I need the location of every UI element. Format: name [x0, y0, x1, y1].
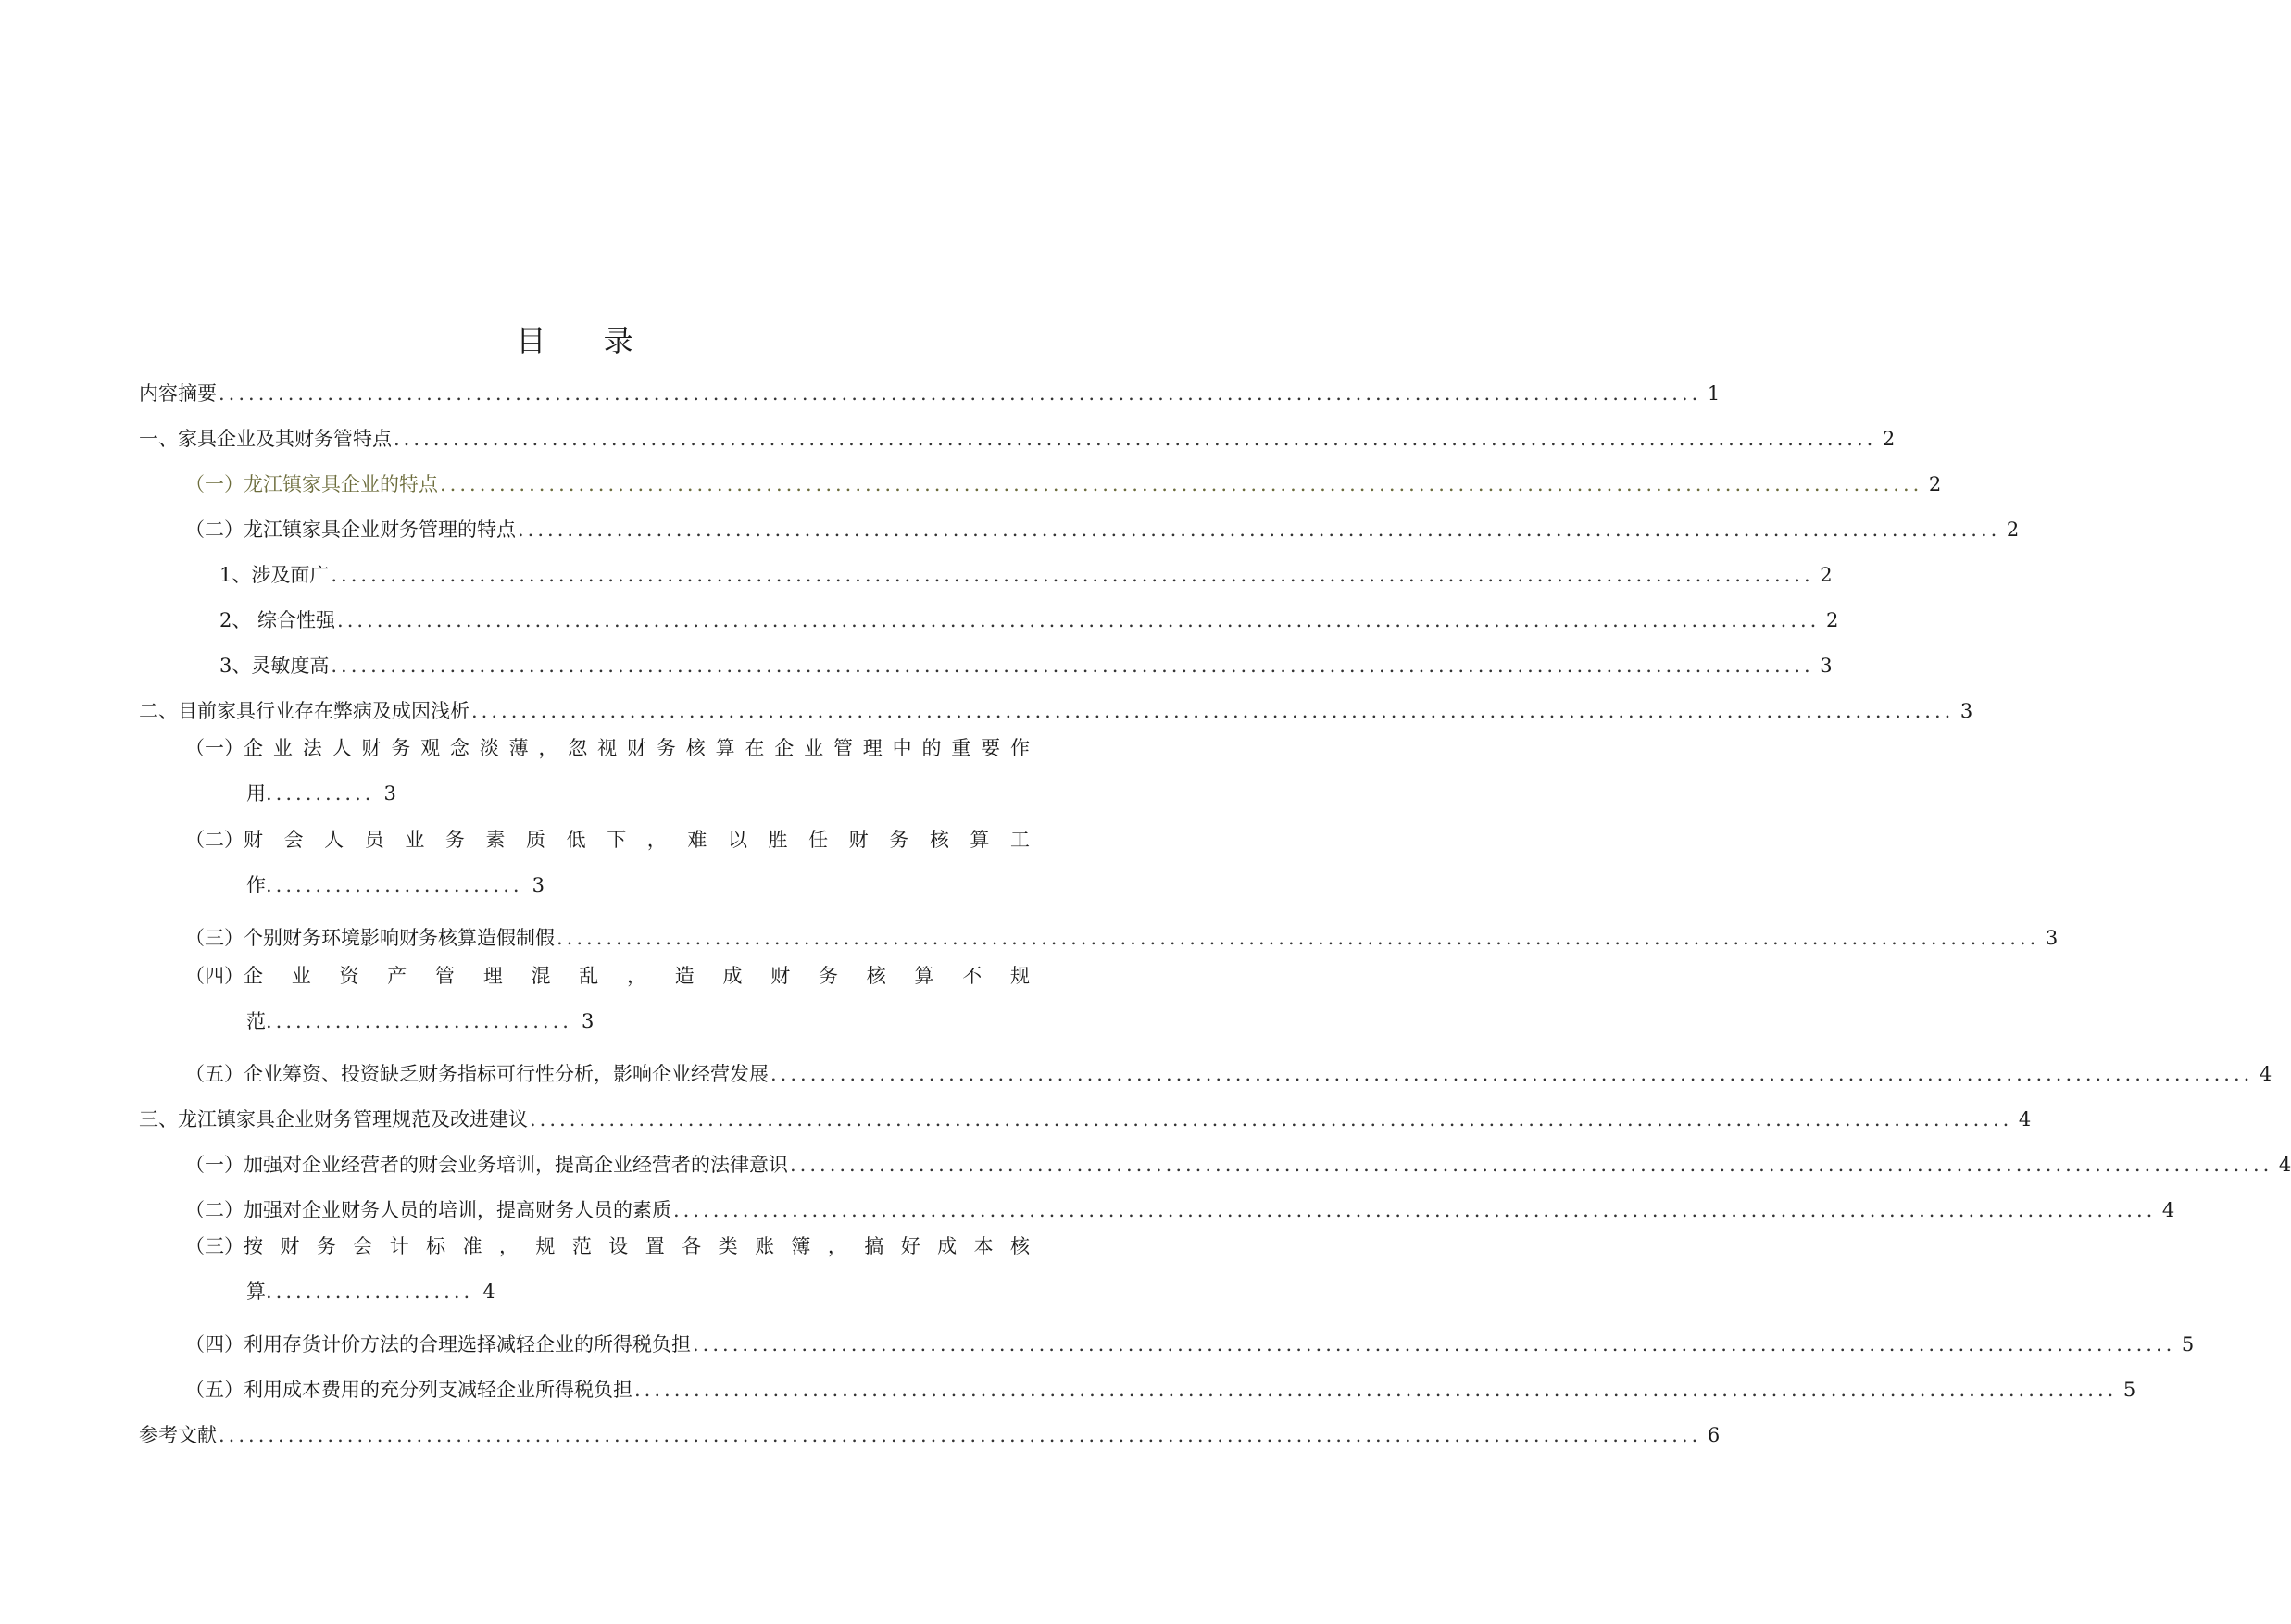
toc-entry-prefix: （一） [185, 473, 244, 495]
toc-entry-prefix: （五） [185, 1063, 244, 1085]
toc-page-number: 3 [1959, 700, 1973, 722]
toc-entry-prefix: （二） [185, 1199, 244, 1221]
toc-leader: ...................................................................................................................................................... [673, 1199, 2157, 1221]
toc-entry-text: 企业资产管理混乱，造成财务核算不规 [244, 965, 1030, 987]
toc-page-number: 3 [581, 1010, 595, 1032]
toc-entry-references[interactable] [139, 1412, 1721, 1449]
toc-entry-prefix: （五） [185, 1379, 244, 1401]
toc-leader: .......................... [266, 874, 523, 896]
toc-entry-continuation: 范 [246, 1010, 266, 1032]
toc-page-number: 2 [1928, 473, 1942, 495]
toc-page-number: 4 [2161, 1199, 2175, 1221]
toc-entry-2-1[interactable] [185, 734, 1030, 807]
toc-entry-text: 企业筹资、投资缺乏财务指标可行性分析，影响企业经营发展 [244, 1063, 769, 1085]
toc-leader: ..................... [266, 1280, 474, 1303]
toc-entry-2-3[interactable] [185, 915, 2059, 952]
toc-entry-text: 2、 综合性强 [219, 609, 336, 631]
toc-entry-chapter-3[interactable] [139, 1096, 2032, 1133]
toc-entry-3-4[interactable] [185, 1321, 2195, 1358]
toc-entry-2-5[interactable] [185, 1051, 2272, 1088]
toc-entry-prefix: （二） [185, 518, 244, 541]
toc-entry-text: 加强对企业财务人员的培训，提高财务人员的素质 [244, 1199, 671, 1221]
toc-page-number: 3 [2045, 927, 2059, 949]
toc-entry-text: 个别财务环境影响财务核算造假制假 [244, 927, 555, 949]
toc-entry-continuation: 作 [246, 874, 266, 896]
toc-leader: ...................................................................................................................................................... [518, 518, 2001, 541]
toc-entry-continuation: 算 [246, 1280, 266, 1303]
toc-page-number: 3 [532, 874, 545, 896]
toc-page-number: 3 [1820, 655, 1833, 677]
toc-entry-text: 3、灵敏度高 [219, 655, 330, 677]
toc-leader: ...................................................................................................................................................... [331, 655, 1814, 677]
toc-entry-1-2-3[interactable] [219, 643, 1833, 680]
toc-entry-1-2-2[interactable] [219, 597, 1839, 634]
toc-leader: ...................................................................................................................................................... [634, 1379, 2118, 1401]
toc-leader: ...................................................................................................................................................... [770, 1063, 2254, 1085]
toc-leader: ...................................................................................................................................................... [219, 1424, 1702, 1446]
toc-leader: ...................................................................................................................................................... [471, 700, 1955, 722]
toc-entry-text: 三、龙江镇家具企业财务管理规范及改进建议 [139, 1108, 528, 1131]
toc-entry-1-1[interactable] [185, 461, 1942, 498]
toc-entry-prefix: （三） [185, 927, 244, 949]
toc-entry-text: 龙江镇家具企业的特点 [244, 473, 438, 495]
toc-entry-chapter-1[interactable] [139, 416, 1896, 453]
toc-entry-text: 企业法人财务观念淡薄，忽视财务核算在企业管理中的重要作 [244, 737, 1030, 759]
toc-entry-abstract[interactable] [139, 370, 1721, 407]
toc-entry-2-4[interactable] [185, 962, 1030, 1035]
toc-entry-continuation: 用 [246, 782, 266, 805]
toc-entry-text: 参考文献 [139, 1424, 217, 1446]
toc-page-number: 4 [2278, 1154, 2291, 1176]
toc-page-number: 6 [1707, 1424, 1721, 1446]
toc-leader: ...................................................................................................................................................... [331, 564, 1814, 586]
toc-leader: ...................................................................................................................................................... [394, 428, 1877, 450]
toc-entry-1-2[interactable] [185, 506, 2020, 543]
toc-page-number: 4 [2018, 1108, 2032, 1131]
toc-entry-3-5[interactable] [185, 1367, 2136, 1404]
toc-leader: ........... [266, 782, 375, 805]
toc-entry-3-3[interactable] [185, 1232, 1030, 1305]
toc-page-number: 5 [2181, 1333, 2195, 1355]
toc-page-number: 4 [2259, 1063, 2272, 1085]
toc-entry-text: 利用成本费用的充分列支减轻企业所得税负担 [244, 1379, 632, 1401]
toc-page-number: 4 [482, 1280, 495, 1303]
toc-entry-text: 利用存货计价方法的合理选择减轻企业的所得税负担 [244, 1333, 691, 1355]
toc-leader: ...................................................................................................................................................... [693, 1333, 2176, 1355]
toc-entry-prefix: （一） [185, 737, 244, 759]
toc-page-number: 2 [1882, 428, 1896, 450]
toc-leader: ...................................................................................................................................................... [440, 473, 1923, 495]
toc-entry-prefix: （一） [185, 1154, 244, 1176]
toc-entry-text: 二、目前家具行业存在弊病及成因浅析 [139, 700, 469, 722]
toc-entry-text: 内容摘要 [139, 382, 217, 405]
toc-entry-3-1[interactable] [185, 1142, 2291, 1179]
toc-entry-prefix: （二） [185, 829, 244, 851]
toc-entry-text: 龙江镇家具企业财务管理的特点 [244, 518, 516, 541]
toc-leader: ............................... [266, 1010, 572, 1032]
toc-entry-chapter-2[interactable] [139, 688, 1973, 725]
toc-page-number: 3 [383, 782, 396, 805]
toc-entry-text: 1、涉及面广 [219, 564, 330, 586]
page-title: 目 录 [516, 323, 657, 358]
toc-leader: ...................................................................................................................................................... [790, 1154, 2273, 1176]
toc-leader: ...................................................................................................................................................... [337, 609, 1821, 631]
toc-entry-3-2[interactable] [185, 1187, 2175, 1224]
toc-entry-text: 加强对企业经营者的财会业务培训，提高企业经营者的法律意识 [244, 1154, 788, 1176]
toc-page-number: 1 [1707, 382, 1721, 405]
toc-entry-prefix: （四） [185, 965, 244, 987]
toc-entry-text: 财会人员业务素质低下，难以胜任财务核算工 [244, 829, 1030, 851]
toc-leader: ...................................................................................................................................................... [557, 927, 2040, 949]
toc-entry-prefix: （四） [185, 1333, 244, 1355]
toc-leader: ...................................................................................................................................................... [219, 382, 1702, 405]
toc-page-number: 5 [2122, 1379, 2136, 1401]
toc-leader: ...................................................................................................................................................... [530, 1108, 2013, 1131]
toc-entry-text: 一、家具企业及其财务管特点 [139, 428, 392, 450]
toc-entry-2-2[interactable] [185, 826, 1030, 899]
toc-entry-text: 按财务会计标准，规范设置各类账簿，搞好成本核 [244, 1235, 1030, 1257]
toc-entry-prefix: （三） [185, 1235, 244, 1257]
toc-page-number: 2 [1820, 564, 1833, 586]
toc-entry-1-2-1[interactable] [219, 552, 1833, 589]
toc-page-number: 2 [1825, 609, 1839, 631]
toc-page-number: 2 [2006, 518, 2020, 541]
